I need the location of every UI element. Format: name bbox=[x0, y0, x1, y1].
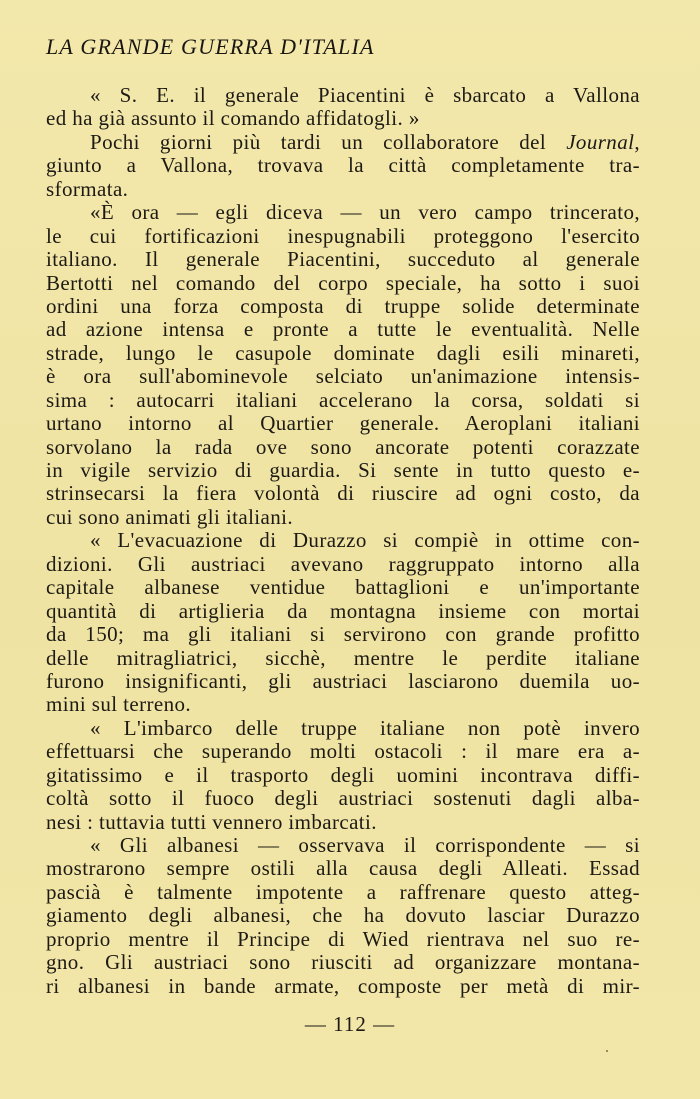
text-line: effettuarsi che superando molti ostacoli : il mare era a- bbox=[46, 739, 640, 764]
text-line: furono insignificanti, gli austriaci lasciarono duemila uo- bbox=[46, 668, 640, 693]
text-line: coltà sotto il fuoco degli austriaci sostenuti dagli alba- bbox=[46, 786, 640, 811]
text-line: italiano. Il generale Piacentini, succeduto al generale bbox=[46, 247, 640, 272]
text-line: in vigile servizio di guardia. Si sente in tutto questo e- bbox=[46, 458, 640, 482]
text-line: da 150; ma gli italiani si servirono con grande profitto bbox=[46, 622, 640, 647]
text-line: capitale albanese ventidue battaglioni e un'importante bbox=[46, 575, 640, 600]
text-line: proprio mentre il Principe di Wied rientrava nel suo re- bbox=[46, 926, 640, 951]
text-line: gno. Gli austriaci sono riusciti ad organizzare montana- bbox=[46, 950, 640, 975]
text-line: è ora sull'abominevole selciato un'animazione intensis- bbox=[46, 364, 640, 389]
text-line: urtano intorno al Quartier generale. Aeroplani italiani bbox=[46, 411, 640, 436]
text-line: pascià è talmente impotente a raffrenare questo atteg- bbox=[46, 879, 640, 904]
text-line: le cui fortificazioni inespugnabili proteggono l'esercito bbox=[46, 223, 640, 248]
text-line: Pochi giorni più tardi un collaboratore del Journal, bbox=[90, 129, 640, 154]
text-line: strade, lungo le casupole dominate dagli esili minareti, bbox=[46, 340, 640, 365]
text-line: sima : autocarri italiani accelerano la corsa, soldati si bbox=[46, 387, 640, 412]
text-line: dizioni. Gli austriaci avevano raggruppato intorno alla bbox=[46, 551, 640, 576]
text-line: ad azione intensa e pronte a tutte le eventualità. Nelle bbox=[46, 317, 640, 342]
text-line: « S. E. il generale Piacentini è sbarcato a Vallona bbox=[90, 83, 640, 107]
paper-speck bbox=[606, 1050, 608, 1052]
text-line: ed ha già assunto il comando affidatogli. » bbox=[46, 106, 420, 131]
text-line: sorvolano la rada ove sono ancorate potenti corazzate bbox=[46, 434, 640, 459]
text-line: « L'evacuazione di Durazzo si compiè in ottime con- bbox=[90, 528, 640, 553]
text-line: mostrarono sempre ostili alla causa degli Alleati. Essad bbox=[46, 856, 640, 881]
text-line: nesi : tuttavia tutti vennero imbarcati. bbox=[46, 809, 377, 834]
text-line: giunto a Vallona, trovava la città completamente tra- bbox=[46, 153, 640, 178]
text-line: quantità di artiglieria da montagna insieme con mortai bbox=[46, 598, 640, 623]
text-line: cui sono animati gli italiani. bbox=[46, 504, 294, 529]
text-line: ri albanesi in bande armate, composte per metà di mir- bbox=[46, 973, 640, 998]
text-line: Bertotti nel comando del corpo speciale, ha sotto i suoi bbox=[46, 270, 640, 295]
text-line: gitatissimo e il trasporto degli uomini incontrava diffi- bbox=[46, 762, 640, 787]
text-line: « L'imbarco delle truppe italiane non potè invero bbox=[90, 715, 640, 740]
text-line: giamento degli albanesi, che ha dovuto lasciar Durazzo bbox=[46, 903, 640, 928]
text-line: « Gli albanesi — osservava il corrispondente — si bbox=[90, 833, 640, 857]
text-line: sformata. bbox=[46, 176, 129, 201]
text-line: mini sul terreno. bbox=[46, 692, 192, 717]
text-line: ordini una forza composta di truppe solide determinate bbox=[46, 293, 640, 318]
text-line: «È ora — egli diceva — un vero campo trincerato, bbox=[90, 200, 640, 225]
page-number: — 112 — bbox=[304, 1012, 396, 1036]
running-head: LA GRANDE GUERRA D'ITALIA bbox=[46, 34, 375, 59]
text-line: strinsecarsi la fiera volontà di riuscire ad ogni costo, da bbox=[46, 481, 640, 506]
text-line: delle mitragliatrici, sicchè, mentre le perdite italiane bbox=[46, 645, 640, 670]
body-text bbox=[46, 84, 640, 998]
